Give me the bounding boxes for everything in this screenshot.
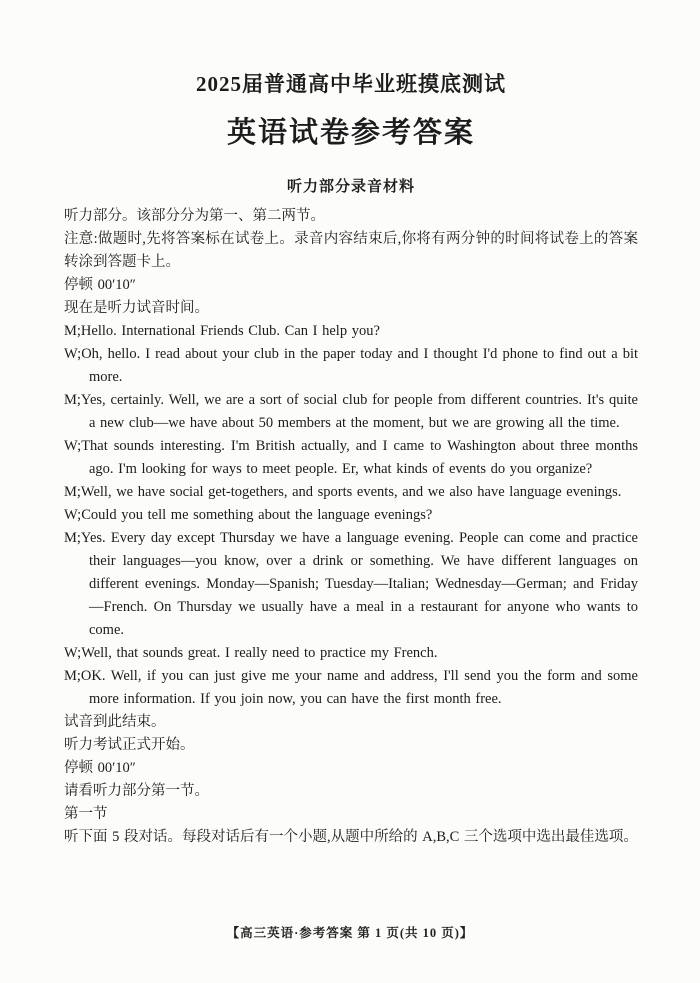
text-paragraph: 听力部分。该部分分为第一、第二两节。: [64, 208, 325, 224]
dialogue-line: W;That sounds interesting. I'm British actually, and I came to Washington about three months ago. I'm looking for ways to meet people. Er, what kinds of events do you organize?: [64, 438, 638, 477]
transcript-body: [64, 205, 638, 849]
dialogue-line: M;Yes, certainly. Well, we are a sort of social club for people from different countries. It's quite a new club—we have about 50 members at the moment, but we are growing all the time.: [64, 392, 638, 431]
text-paragraph: 请看听力部分第一节。: [64, 783, 209, 799]
speaker-label: M;: [64, 323, 81, 339]
speaker-label: W;: [64, 346, 82, 362]
speaker-label: M;: [64, 530, 81, 546]
page-content: [64, 68, 638, 849]
speaker-label: M;: [64, 668, 81, 684]
page-footer: 【高三英语·参考答案 第 1 页(共 10 页)】: [226, 926, 474, 940]
section-heading-listening-material: 听力部分录音材料: [286, 179, 415, 195]
text-paragraph: 停顿 00′10″: [64, 277, 136, 293]
exam-title-line1: 2025届普通高中毕业班摸底测试: [196, 72, 506, 96]
speaker-label: W;: [64, 438, 82, 454]
text-paragraph: 注意:做题时,先将答案标在试卷上。录音内容结束后,你将有两分钟的时间将试卷上的答案转涂到答题卡上。: [64, 231, 638, 270]
exam-title-line2: 英语试卷参考答案: [226, 117, 475, 149]
speaker-label: M;: [64, 484, 81, 500]
speaker-label: W;: [64, 645, 82, 661]
dialogue-line: M;Yes. Every day except Thursday we have a language evening. People can come and practice their languages—you know, over a drink or something. We have different languages on different evenings. Monday—Spanish; Tuesday—Italian; Wednesday—German; and Friday—French. On Thursday we usually have a meal in a restaurant for anyone who wants to come.: [64, 530, 638, 638]
dialogue-line: M;OK. Well, if you can just give me your name and address, I'll send you the form and some more information. If you join now, you can have the first month free.: [64, 668, 638, 707]
text-paragraph: 试音到此结束。: [64, 714, 166, 730]
dialogue-line: W;Could you tell me something about the language evenings?: [64, 507, 433, 523]
dialogue-line: W;Oh, hello. I read about your club in the paper today and I thought I'd phone to find out a bit more.: [64, 346, 638, 385]
speaker-label: W;: [64, 507, 82, 523]
speaker-label: M;: [64, 392, 81, 408]
dialogue-line: M;Hello. International Friends Club. Can I help you?: [64, 323, 380, 339]
text-paragraph: 听下面 5 段对话。每段对话后有一个小题,从题中所给的 A,B,C 三个选项中选出最佳选项。: [64, 829, 638, 845]
text-paragraph: 听力考试正式开始。: [64, 737, 195, 753]
text-paragraph: 第一节: [64, 806, 108, 822]
text-paragraph: 停顿 00′10″: [64, 760, 136, 776]
text-paragraph: 现在是听力试音时间。: [64, 300, 209, 316]
dialogue-line: W;Well, that sounds great. I really need to practice my French.: [64, 645, 438, 661]
dialogue-line: M;Well, we have social get-togethers, and sports events, and we also have language evenings.: [64, 484, 622, 500]
